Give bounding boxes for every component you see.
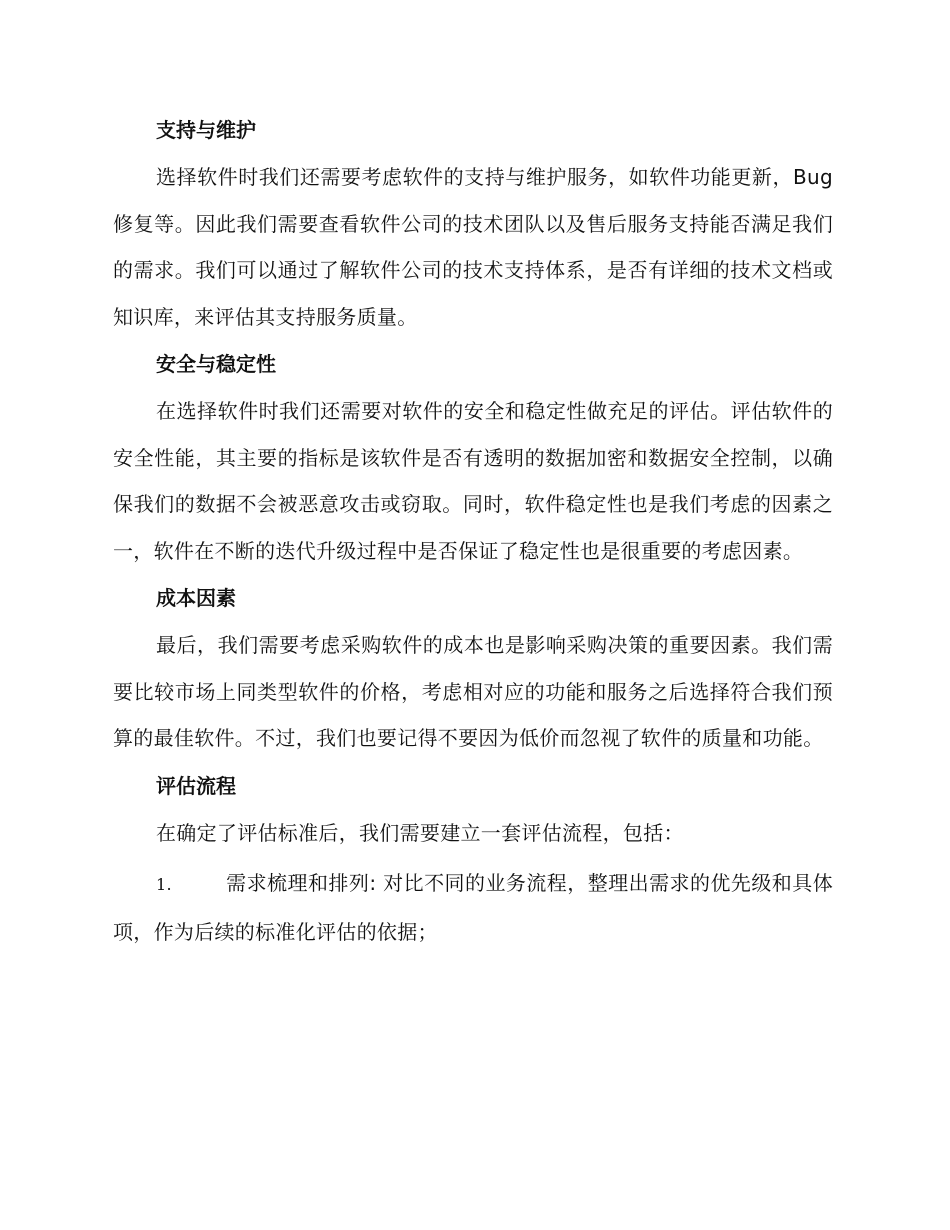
list-number: 1. (156, 875, 172, 894)
section-heading: 成本因素 (156, 586, 236, 610)
section-security (113, 342, 833, 574)
list-item (113, 860, 833, 955)
paragraph: 在确定了评估标准后，我们需要建立一套评估流程，包括： (156, 820, 684, 845)
section-support (113, 108, 833, 340)
section-heading: 支持与维护 (156, 118, 256, 142)
section-heading: 评估流程 (156, 773, 236, 798)
section-cost (113, 576, 833, 762)
paragraph: 选择软件时我们还需要考虑软件的支持与维护服务，如软件功能更新，Bug 修复等。因此我们需要查看软件公司的技术团队以及售后服务支持能否满足我们的需求。我们可以通过了解软件公司的技术支持体系，是否有详细的技术文档或知识库，来评估其支持服务质量。 (113, 165, 833, 329)
section-evaluation-process (113, 764, 833, 956)
paragraph: 最后，我们需要考虑采购软件的成本也是影响采购决策的重要因素。我们需要比较市场上同类型软件的价格，考虑相对应的功能和服务之后选择符合我们预算的最佳软件。不过，我们也要记得不要因为低价而忽视了软件的质量和功能。 (113, 633, 833, 750)
section-heading: 安全与稳定性 (156, 352, 276, 376)
list-item-text: 需求梳理和排列: 对比不同的业务流程，整理出需求的优先级和具体项，作为后续的标准化评估的依据； (113, 871, 833, 944)
document-page (113, 108, 833, 955)
paragraph: 在选择软件时我们还需要对软件的安全和稳定性做充足的评估。评估软件的安全性能，其主要的指标是该软件是否有透明的数据加密和数据安全控制，以确保我们的数据不会被恶意攻击或窃取。同时，软件稳定性也是我们考虑的因素之一，软件在不断的迭代升级过程中是否保证了稳定性也是很重要的考虑因素。 (113, 399, 833, 563)
